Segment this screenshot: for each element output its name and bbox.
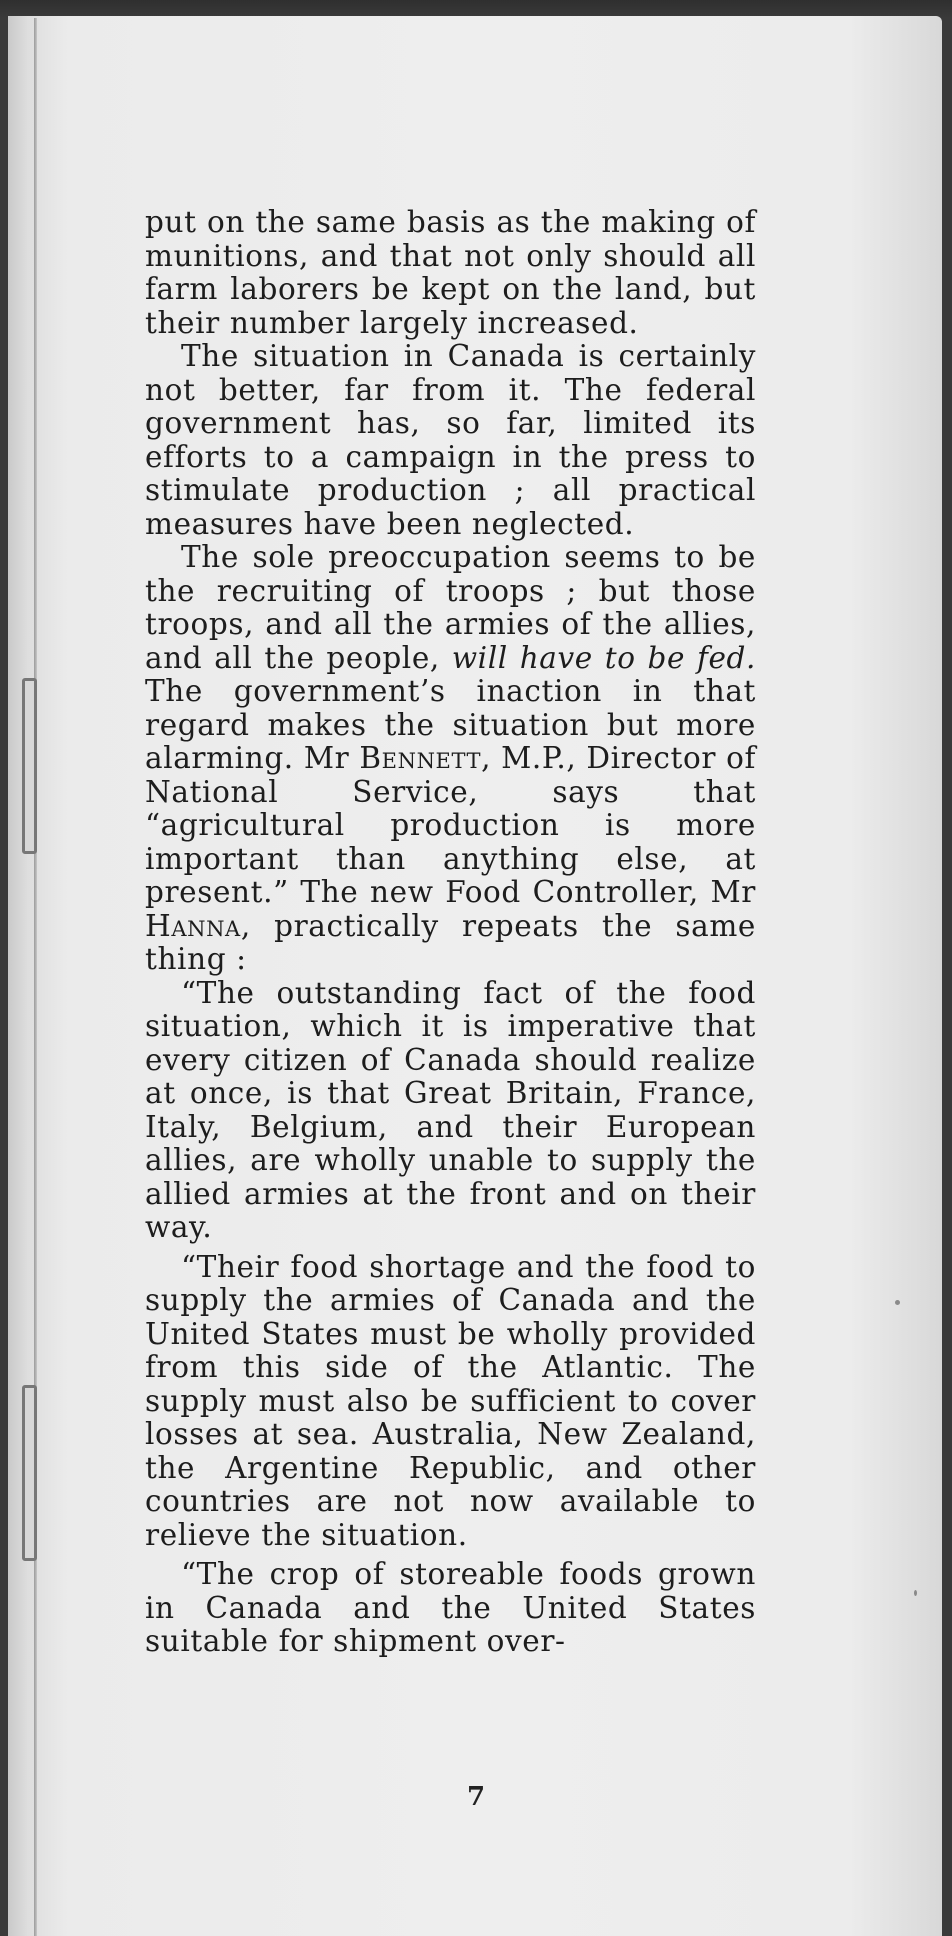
- smallcaps-name: Bennett: [359, 741, 482, 775]
- text-run: , practically repeats the same thing :: [145, 908, 756, 976]
- staple-top: [22, 678, 37, 854]
- text-run: “The outstanding fact of the food situation, which it is imperative that every citizen of Canada should realize at once, is that Great Britain, France, Italy, Belgium, and their European allies, are wholly unable to supply the allied armies at the front and on their way.: [145, 975, 756, 1244]
- paper-speck: [895, 1300, 900, 1305]
- paragraph: [145, 206, 756, 340]
- text-run: The situation in Canada is certainly not better, far from it. The federal government has, so far, limited its efforts to a campaign in the press to stimulate production ; all practical measures have been neglected.: [145, 339, 756, 541]
- text-run: put on the same basis as the making of munitions, and that not only should all farm laborers be kept on the land, but their number largely increased.: [145, 205, 756, 340]
- text-run: The sole preoccupation seems to be the recruiting of troops ; but those troops, and all the armies of the allies, and all the people,: [145, 540, 756, 675]
- page-number: 7: [466, 1782, 486, 1812]
- text-run: “The crop of storeable foods grown in Canada and the United States suitable for shipment over-: [145, 1557, 756, 1658]
- paragraph: [145, 1558, 756, 1659]
- paragraph: [145, 541, 756, 977]
- text-run: “Their food shortage and the food to supply the armies of Canada and the United States must be wholly provided from this side of the Atlantic. The supply must also be sufficient to cover losses at sea. Australia, New Zealand, the Argentine Republic, and other countries are not now available to relieve the situation.: [145, 1249, 756, 1552]
- italic-text: will have to be fed.: [451, 640, 756, 675]
- paper-speck: [914, 1590, 917, 1596]
- paragraph: [145, 1251, 756, 1553]
- text-run: , M.P., Director of National Service, says that “agricultural production is more important than anything else, at present.” The new Food Controller, Mr: [145, 741, 756, 909]
- body-text: [145, 206, 756, 1659]
- smallcaps-name: Hanna: [145, 908, 241, 943]
- text-run: The government’s inaction in that regard makes the situation but more alarming. Mr: [145, 674, 756, 775]
- paragraph: [145, 977, 756, 1245]
- paragraph: [145, 340, 756, 541]
- staple-bottom: [22, 1385, 37, 1561]
- binding-spine: [34, 18, 37, 1936]
